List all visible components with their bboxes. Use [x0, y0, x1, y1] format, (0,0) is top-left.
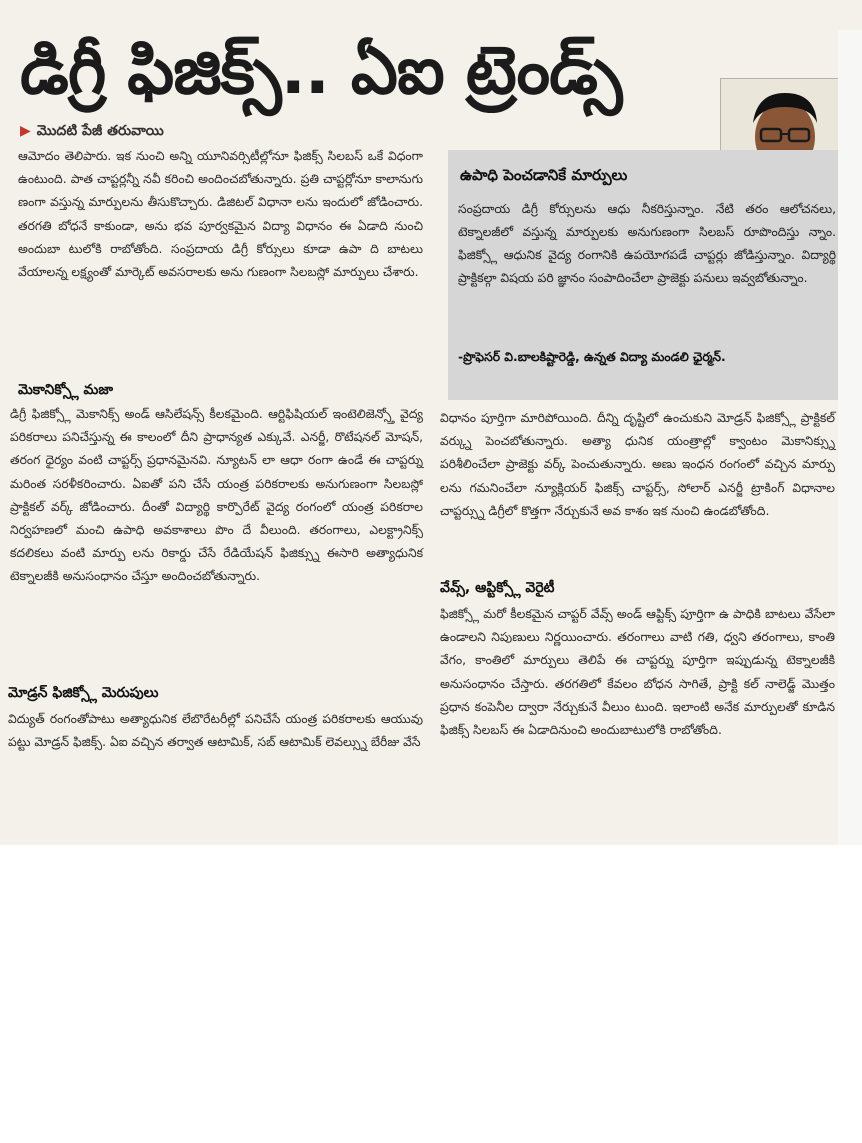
quote-box-credit: -ప్రొఫెసర్ వి.బాలకిష్టారెడ్డి, ఉన్నత విద్యా మండలి ఛైర్మన్. [458, 350, 726, 364]
continued-text: మొదటి పేజీ తరువాయి [36, 123, 164, 139]
section-heading-mechanics: మెకానిక్స్లో మజా [18, 382, 113, 398]
headline: డిగ్రీ ఫిజిక్స్.. ఏఐ ట్రెండ్స్ [20, 32, 622, 109]
continued-label [20, 123, 164, 142]
quote-box-text: సంప్రదాయ డిగ్రీ కోర్సులను ఆధు నీకరిస్తున్నాం. నేటి తరం ఆలోచనలు, టెక్నాలజీలో వస్తున్న మార్పులకు అనుగుణంగా సిలబస్ రూపొందిస్తు న్నాం. ఫిజిక్స్లో ఆధునిక వైద్య రంగానికి ఉపయోగపడే చాప్టర్లు జోడిస్తున్నాం. విద్యార్థి ప్రాక్టికల్గా విషయ పరి జ్ఞానం సంపాదించేలా ప్రాజెక్టు పనులు ఇవ్వబోతున్నాం. [458, 202, 836, 285]
intro-paragraph: ఆమోదం తెలిపారు. ఇక నుంచి అన్ని యూనివర్సిటీల్లోనూ ఫిజిక్స్ సిలబస్ ఒకే విధంగా ఉంటుంది. పాత చాప్టర్లన్నీ నవీ కరించి అందించబోతున్నారు. ప్రతి చాప్టర్లోనూ కాలానుగు ణంగా వస్తున్న మార్పులను తీసుకొచ్చారు. డిజిటల్ విధానా లను ఇందులో జోడించారు. తరగతి బోధనే కాకుండా, అను భవ పూర్వకమైన విద్యా విధానం ఈ ఏడాది నుంచి అందుబా టులోకి రాబోతోంది. సంప్రదాయ డిగ్రీ కోర్సులు కూడా ఉపా ది బాటలు వేయాలన్న లక్ష్యంతో మార్కెట్ అవసరాలకు అను గుణంగా సిలబస్లో మార్పులు చేశారు. [18, 149, 423, 280]
section-heading-waves-optics: వేవ్స్, ఆప్టిక్స్లో వెరైటీ [440, 580, 555, 596]
mechanics-paragraph: డిగ్రీ ఫిజిక్స్లో మెకానిక్స్ అండ్ ఆసిలేషన్స్ కీలకమైంది. ఆర్టిఫిషియల్ ఇంటెలిజెన్స్తో వైద్య పరికరాలు పనిచేస్తున్న ఈ కాలంలో దీని ప్రాధాన్యత ఎక్కువే. ఎనర్జీ, రొటేషనల్ మోషన్, తరంగ ధైర్యం వంటి చాప్టర్స్ ప్రధానమైనవి. న్యూటన్ లా ఆధా రంగా ఉండే ఈ చాప్టర్ను మరింత సరళీకరించారు. ఏఐతో పని చేసే యంత్ర పరికరాలకు అనుగుణంగా సిలబస్లో ప్రాక్టికల్ వర్క్ జోడించారు. దీంతో విద్యార్థి కార్పొరేట్ వైద్య రంగంలో యంత్ర పరికరాల నిర్వహణలో మంచి ఉపాధి అవకాశాలు పొం దే వీలుంది. తరంగాలు, ఎలక్ట్రానిక్స్ కదలికలు వంటి మార్పు లను రికార్డు చేసే రేడియేషన్ ఫిజిక్స్ను ఈసారి అత్యాధునిక టెక్నాలజీకి అనుసంధానం చేస్తూ అందించబోతున్నారు. [10, 407, 423, 584]
waves-optics-paragraph: ఫిజిక్స్లో మరో కీలకమైన చాప్టర్ వేవ్స్ అండ్ ఆప్టిక్స్ పూర్తిగా ఉ పాధికి బాటలు వేసేలా ఉండాలని నిపుణులు నిర్ణయించారు. తరంగాలు వాటి గతి, ధ్వని తరంగాలు, కాంతి వేగం, కాంతిలో మార్పులు తెలిపే ఈ చాప్టర్ను పూర్తిగా ఇప్పుడున్న టెక్నాలజీకి అనుసంధానం చేస్తారు. తరగతిలో కేవలం బోధన సాగితే, ప్రాక్టి కల్ నాలెడ్జ్ మొత్తం ప్రధాన కంపెనీల ద్వారా నేర్చుకునే వీలుం టుంది. ఇలాంటి అనేక మార్పులతో కూడిన ఫిజిక్స్ సిలబస్ ఈ ఏడాదినుంచి అందుబాటులోకి రాబోతోంది. [440, 607, 835, 738]
quote-box [448, 150, 844, 400]
section-heading-modern-physics: మోడ్రన్ ఫిజిక్స్లో మెరుపులు [8, 685, 159, 701]
quote-box-title: ఉపాధి పెంచడానికే మార్పులు [460, 166, 628, 184]
modern-physics-paragraph: విద్యుత్ రంగంతోపాటు అత్యాధునిక లేబొరేటరీల్లో పనిచేసే యంత్ర పరికరాలకు ఆయువు పట్టు మోడ్రన్ ఫిజిక్స్. ఏఐ వచ్చిన తర్వాత ఆటామిక్, సబ్ ఆటామిక్ లెవల్స్ను బేరీజు వేసే [8, 712, 423, 750]
arrow-right-icon: ▶ [20, 123, 31, 139]
right-column-paragraph: విధానం పూర్తిగా మారిపోయింది. దీన్ని దృష్టిలో ఉంచుకుని మోడ్రన్ ఫిజిక్స్లో ప్రాక్టికల్ వర్క్ను పెంచబోతున్నారు. అత్యా ధునిక యంత్రాల్లో క్వాంటం మెకానిక్స్ను పరిశీలించేలా ప్రాజెక్టు వర్క్ పెంచుతున్నారు. అణు ఇంధన రంగంలో వచ్చిన మార్పు లను గమనించేలా న్యూక్లియర్ ఫిజిక్స్ చాప్టర్స్, సోలార్ ఎనర్జీ ట్రాకింగ్ విధానాల చాప్టర్స్ను డిగ్రీలో కొత్తగా నేర్చుకునే అవ కాశం ఇక నుంచి ఉండబోతోంది. [440, 411, 835, 518]
page-edge [838, 30, 862, 845]
